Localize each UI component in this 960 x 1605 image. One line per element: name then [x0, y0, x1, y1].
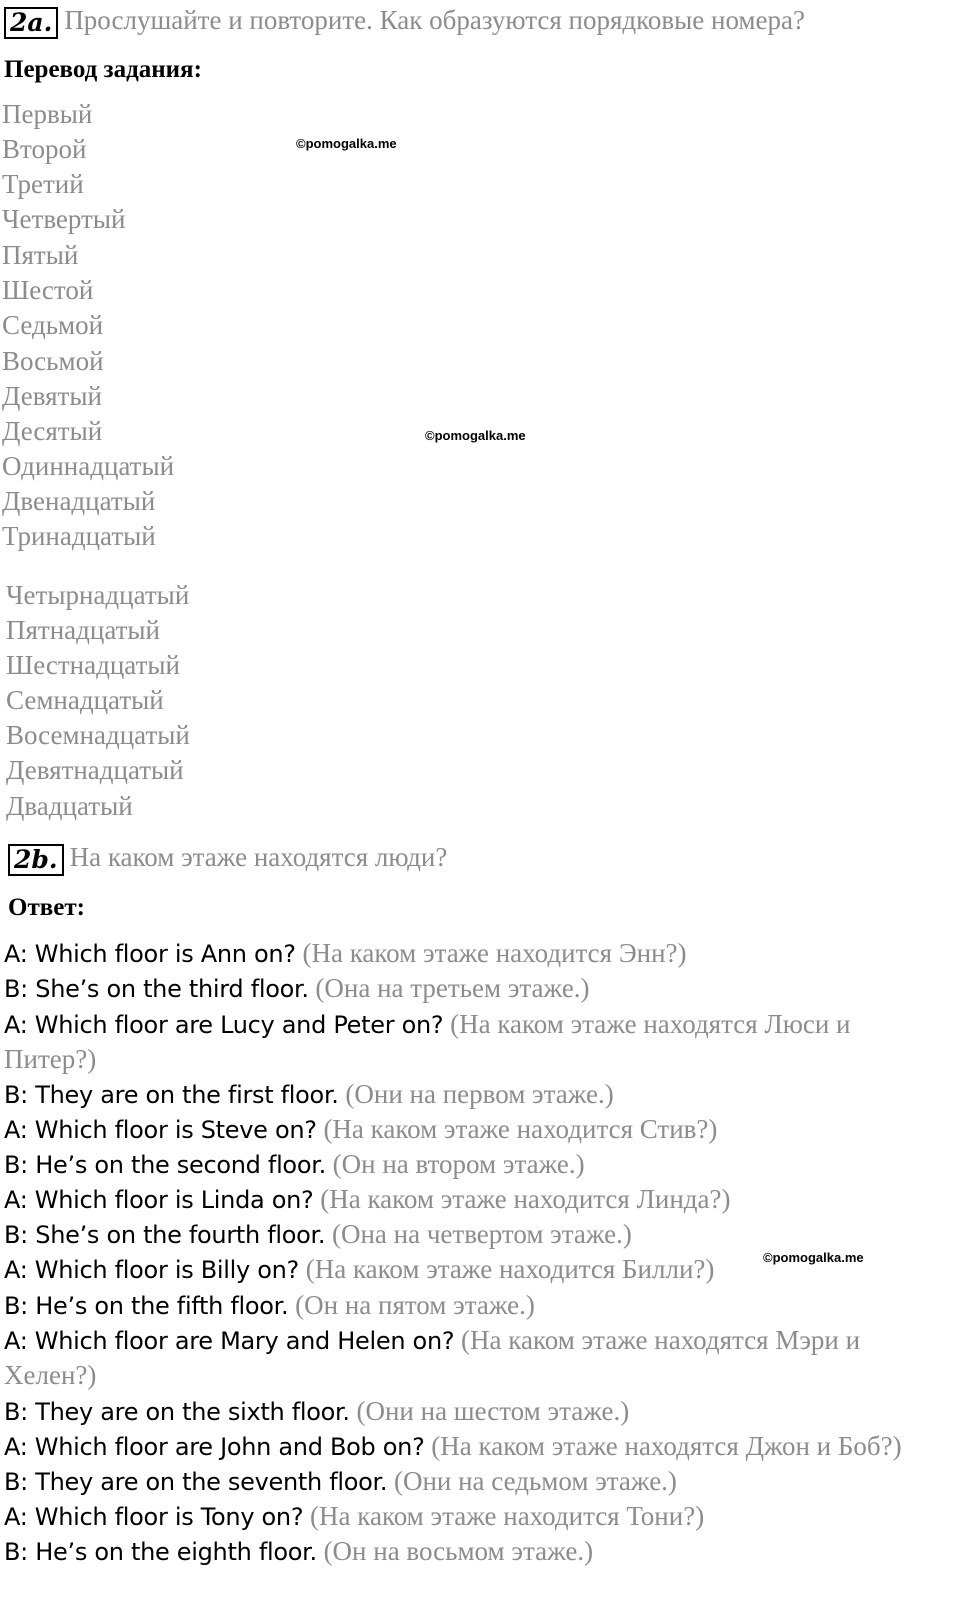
- task-b-badge: 2b.: [8, 844, 64, 876]
- dialogue-ru: (Он на втором этаже.): [332, 1149, 585, 1179]
- dialogue-en: A: Which floor are Lucy and Peter on?: [4, 1011, 444, 1039]
- dialogue-line: [4, 972, 590, 1005]
- translation-heading: Перевод задания:: [4, 56, 202, 83]
- dialogue-line: [4, 1113, 717, 1146]
- list-item: Седьмой: [2, 310, 104, 340]
- dialogue-en: A: Which floor is Tony on?: [4, 1503, 304, 1531]
- list-item: Шестой: [2, 275, 94, 305]
- list-item: Третий: [2, 169, 84, 199]
- list-item: Восьмой: [2, 346, 104, 376]
- list-item: Одиннадцатый: [2, 451, 175, 481]
- dialogue-ru: (Она на третьем этаже.): [315, 973, 590, 1003]
- dialogue-en: A: Which floor is Linda on?: [4, 1186, 314, 1214]
- list-item: Четвертый: [2, 204, 126, 234]
- dialogue-line: [4, 1183, 730, 1216]
- dialogue-ru: Хелен?): [4, 1360, 97, 1390]
- list-item: Десятый: [2, 416, 103, 446]
- dialogue-en: A: Which floor is Steve on?: [4, 1116, 317, 1144]
- list-item: Первый: [2, 99, 93, 129]
- dialogue-line: [4, 937, 687, 970]
- dialogue-ru: (Они на шестом этаже.): [356, 1396, 630, 1426]
- list-item: Девятый: [2, 381, 102, 411]
- list-item: Шестнадцатый: [6, 650, 180, 680]
- list-item: Девятнадцатый: [6, 755, 184, 785]
- dialogue-en: A: Which floor is Ann on?: [4, 940, 296, 968]
- dialogue-line: [4, 1324, 860, 1357]
- answer-heading: Ответ:: [8, 894, 85, 921]
- dialogue-line: [4, 1430, 902, 1463]
- dialogue-en: A: Which floor are Mary and Helen on?: [4, 1327, 455, 1355]
- task-a-badge: 2a.: [4, 7, 58, 39]
- dialogue-line: [4, 1500, 704, 1533]
- list-item: Тринадцатый: [2, 521, 156, 551]
- dialogue-en: B: They are on the first floor.: [4, 1081, 339, 1109]
- dialogue-line: [4, 1218, 632, 1251]
- list-item: Двадцатый: [6, 791, 133, 821]
- list-item: Двенадцатый: [2, 486, 156, 516]
- watermark: ©pomogalka.me: [296, 136, 397, 151]
- dialogue-ru: (Они на седьмом этаже.): [393, 1466, 677, 1496]
- dialogue-ru: (На каком этаже находится Тони?): [310, 1501, 705, 1531]
- dialogue-en: B: He’s on the second floor.: [4, 1151, 326, 1179]
- dialogue-en: B: They are on the seventh floor.: [4, 1468, 388, 1496]
- dialogue-en: B: He’s on the fifth floor.: [4, 1292, 289, 1320]
- list-item: Пятнадцатый: [6, 615, 161, 645]
- dialogue-line: [4, 1148, 585, 1181]
- dialogue-en: B: They are on the sixth floor.: [4, 1398, 350, 1426]
- list-item: Четырнадцатый: [6, 580, 190, 610]
- dialogue-line: [4, 1395, 629, 1428]
- dialogue-line: [4, 1535, 593, 1568]
- watermark: ©pomogalka.me: [425, 428, 526, 443]
- dialogue-ru: (На каком этаже находится Билли?): [305, 1254, 715, 1284]
- dialogue-ru: (На каком этаже находятся Люси и: [450, 1009, 851, 1039]
- task-b-title: На каком этаже находятся люди?: [69, 842, 448, 872]
- dialogue-line: [4, 1465, 677, 1498]
- dialogue-line: [4, 1359, 96, 1391]
- task-b-header: [8, 841, 447, 876]
- dialogue-en: A: Which floor is Billy on?: [4, 1256, 299, 1284]
- list-item: Второй: [2, 134, 87, 164]
- dialogue-ru: (На каком этаже находится Энн?): [302, 938, 687, 968]
- dialogue-ru: (На каком этаже находится Стив?): [323, 1114, 718, 1144]
- dialogue-line: [4, 1078, 614, 1111]
- task-a-title: Прослушайте и повторите. Как образуются порядковые номера?: [64, 5, 805, 35]
- dialogue-ru: (Он на восьмом этаже.): [323, 1536, 594, 1566]
- dialogue-en: B: She’s on the fourth floor.: [4, 1221, 326, 1249]
- list-item: Восемнадцатый: [6, 720, 190, 750]
- dialogue-en: B: She’s on the third floor.: [4, 975, 309, 1003]
- dialogue-ru: (На каком этаже находятся Джон и Боб?): [431, 1431, 902, 1461]
- list-item: Пятый: [2, 240, 79, 270]
- list-item: Семнадцатый: [6, 685, 164, 715]
- dialogue-en: A: Which floor are John and Bob on?: [4, 1433, 425, 1461]
- dialogue-line: [4, 1289, 535, 1322]
- dialogue-ru: (Он на пятом этаже.): [295, 1290, 535, 1320]
- dialogue-ru: (Они на первом этаже.): [345, 1079, 614, 1109]
- dialogue-en: B: He’s on the eighth floor.: [4, 1538, 317, 1566]
- dialogue-ru: (На каком этаже находится Линда?): [320, 1184, 731, 1214]
- dialogue-line: [4, 1253, 714, 1286]
- watermark: ©pomogalka.me: [763, 1250, 864, 1265]
- dialogue-ru: Питер?): [4, 1044, 97, 1074]
- dialogue-line: [4, 1043, 96, 1075]
- dialogue-ru: (На каком этаже находятся Мэри и: [461, 1325, 861, 1355]
- task-a-header: [4, 4, 805, 39]
- dialogue-ru: (Она на четвертом этаже.): [331, 1219, 632, 1249]
- dialogue-line: [4, 1008, 851, 1041]
